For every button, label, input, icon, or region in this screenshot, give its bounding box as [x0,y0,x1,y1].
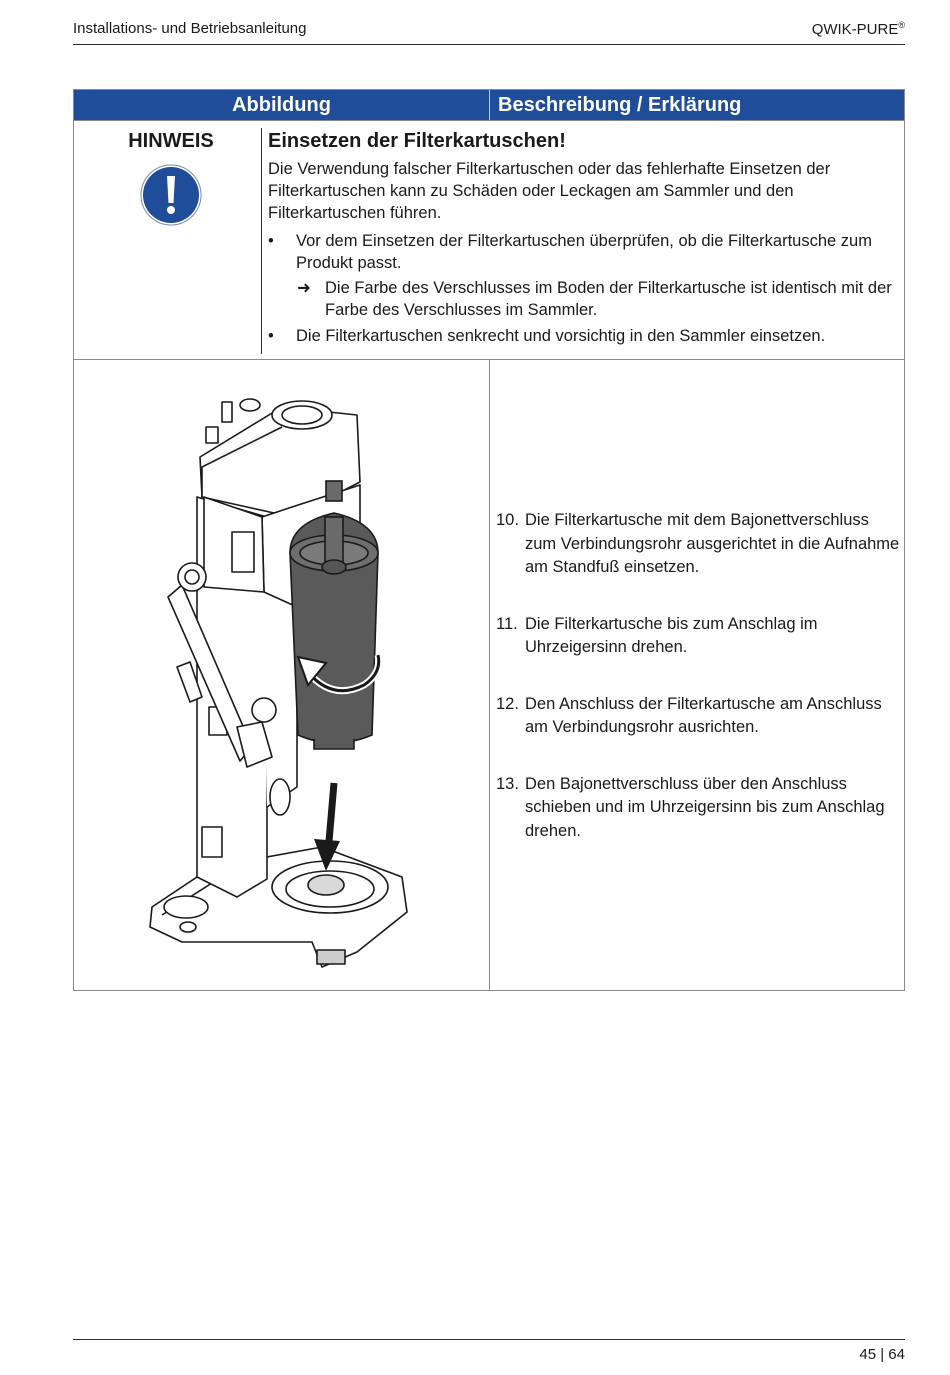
column-header-figure: Abbildung [232,94,331,116]
list-item [496,773,902,844]
bullet-marker: • [268,327,274,345]
page-header [73,18,905,45]
notice-row [74,120,904,360]
sub-list-item [268,277,900,321]
page-number: 45 | 64 [859,1346,905,1363]
bullet-marker: • [268,232,274,250]
step-number: 13. [496,774,519,793]
notice-title: Einsetzen der Filterkartuschen! [268,130,566,152]
instruction-table [73,89,905,991]
registered-mark: ® [898,20,905,30]
filter-cartridge-illustration [142,367,432,983]
list-item [268,230,900,274]
step-number: 10. [496,511,519,529]
step-list [496,509,902,876]
step-number: 12. [496,694,519,713]
document-title: Installations- und Betriebsanleitung [73,20,307,37]
exclamation-circle-icon [140,164,202,226]
list-item [496,613,902,660]
notice-label: HINWEIS [128,130,214,152]
step-text: Die Filterkartusche bis zum Anschlag im Uhrzeigersinn drehen. [525,614,818,656]
sub-item-text: Die Farbe des Verschlusses im Boden der Filterkartusche ist identisch mit der Farbe des Verschlusses im Sammler. [325,279,892,319]
bullet-text: Vor dem Einsetzen der Filterkartuschen überprüfen, ob die Filterkartusche zum Produkt passt. [296,232,872,272]
step-text: Den Bajonettverschluss über den Anschluss schieben und im Uhrzeigersinn bis zum Anschlag drehen. [525,774,885,840]
table-header [74,90,904,121]
list-item [268,325,900,347]
step-text: Den Anschluss der Filterkartusche am Anschluss am Verbindungsrohr ausrichten. [525,694,882,736]
notice-divider [261,128,262,354]
footer-rule [73,1339,905,1340]
step-text: Die Filterkartusche mit dem Bajonettverschluss zum Verbindungsrohr ausgerichtet in die Aufnahme am Standfuß einsetzen. [525,511,900,576]
notice-body [268,130,900,350]
brand-text: QWIK-PURE [811,21,899,38]
arrow-right-icon: ➜ [297,279,311,297]
list-item [496,693,902,740]
figure-row [74,359,904,990]
list-item [496,509,902,580]
column-header-description: Beschreibung / Erklärung [489,90,904,120]
brand-name [812,20,905,38]
column-divider [489,359,490,990]
bullet-text: Die Filterkartuschen senkrecht und vorsichtig in den Sammler einsetzen. [296,327,826,345]
notice-text: Die Verwendung falscher Filterkartuschen oder das fehlerhafte Einsetzen der Filterkartuschen kann zu Schäden oder Leckagen am Sammler und den Filterkartuschen führen. [268,160,831,222]
step-number: 11. [496,614,518,633]
